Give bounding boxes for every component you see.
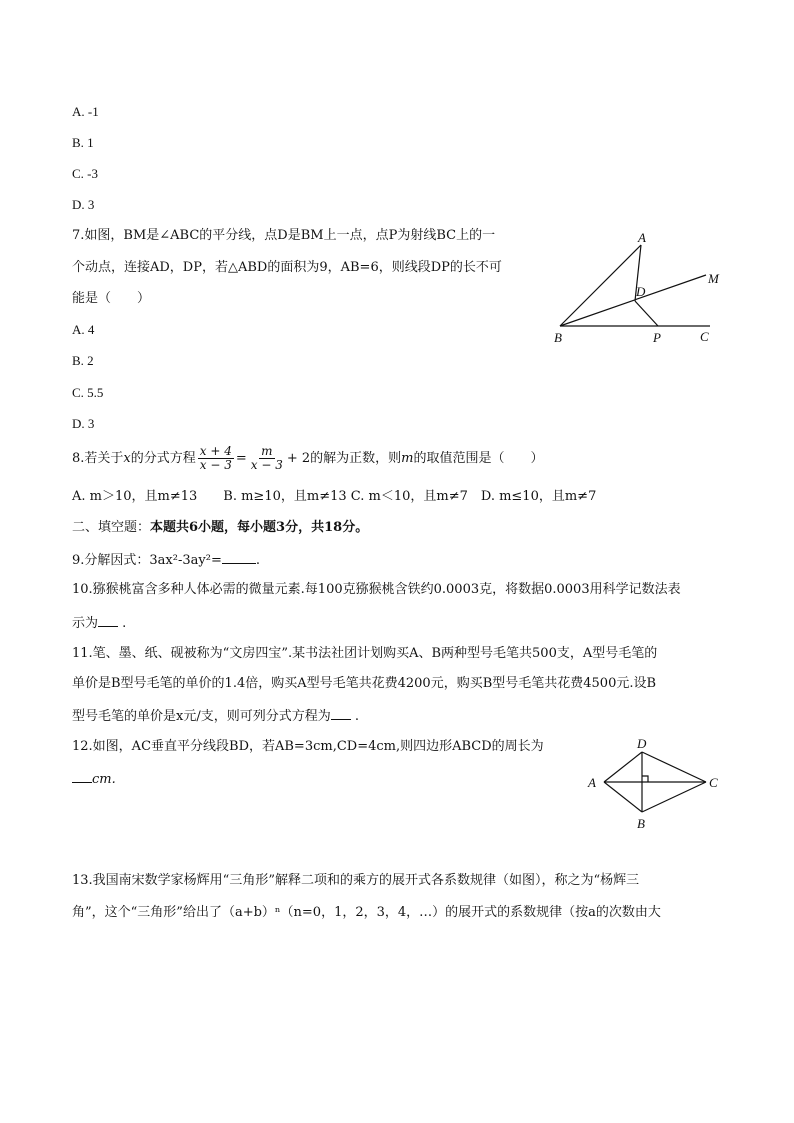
- section-2-title: 二、填空题：: [72, 520, 151, 535]
- q7-option-d: D. 3: [72, 416, 95, 431]
- q7-option-a: A. 4: [72, 322, 95, 337]
- q11-text-line2: 单价是B型号毛笔的单价的1.4倍，购买A型号毛笔共花费4200元，购买B型号毛笔共花费4500元.设B: [72, 676, 657, 691]
- q8-var-x: x: [123, 451, 131, 466]
- label-b: B: [637, 816, 645, 831]
- q6-option-c: C. -3: [72, 166, 98, 181]
- q12-answer-blank: [72, 770, 92, 783]
- q8-plus: + 2: [286, 451, 311, 466]
- q7-text-line3: 能是（ ）: [72, 291, 151, 306]
- q8-fraction-1: [198, 445, 234, 472]
- label-d: D: [637, 736, 647, 751]
- q8-question: [72, 444, 544, 474]
- label-p: P: [653, 330, 661, 345]
- segment-ba: [604, 782, 642, 812]
- q8-frac2-num: m: [261, 444, 273, 458]
- q12-text-line2: [72, 770, 116, 788]
- q8-options: A. m＞10，且m≠13 B. m≥10，且m≠13 C. m＜10，且m≠7 D. m≤10，且m≠7: [72, 489, 597, 504]
- label-d: D: [636, 284, 646, 299]
- section-2-desc: 本题共6小题，每小题3分，共18分。: [150, 520, 369, 535]
- q10-line2-a: 示为: [72, 616, 99, 631]
- q10-text-line1: 10.猕猴桃富含多种人体必需的微量元素.每100克猕猴桃含铁约0.0003克，将数据0.0003用科学记数法表: [72, 582, 681, 597]
- q7-text-line1: 7.如图，BM是∠ABC的平分线，点D是BM上一点，点P为射线BC上的一: [72, 228, 496, 243]
- label-a: A: [638, 230, 646, 245]
- q11-text-line3: [72, 707, 359, 725]
- q6-option-a: A. -1: [72, 104, 99, 119]
- q8-mid: 的分式方程: [130, 451, 196, 466]
- segment-dp: [635, 301, 658, 326]
- segment-bm: [560, 275, 706, 326]
- q12-text-line1: 12.如图，AC垂直平分线段BD，若AB=3cm,CD=4cm,则四边形ABCD的周长为: [72, 739, 544, 754]
- q11-line3-a: 型号毛笔的单价是x元/支，则可列分式方程为: [72, 709, 331, 724]
- q8-var-m: m: [401, 451, 414, 466]
- q13-text-line2: 角”，这个“三角形”给出了（a+b）ⁿ（n=0，1，2，3，4，…）的展开式的系数规律（按a的次数由大: [72, 905, 661, 920]
- q7-option-c: C. 5.5: [72, 385, 104, 400]
- q7-figure: [548, 228, 728, 350]
- right-angle-mark: [642, 776, 648, 782]
- q9-answer-blank: [222, 551, 256, 564]
- q10-line2-b: .: [122, 616, 127, 631]
- segment-ab: [560, 245, 641, 326]
- q11-line3-b: .: [354, 709, 359, 724]
- q13-text-line1: 13.我国南宋数学家杨辉用“三角形”解释二项和的乘方的展开式各系数规律（如图），称之为“杨辉三: [72, 873, 640, 888]
- q11-answer-blank: [331, 707, 351, 720]
- segment-cb: [642, 782, 706, 812]
- label-c: C: [709, 775, 718, 790]
- segment-ad: [604, 752, 642, 782]
- q6-option-b: B. 1: [72, 135, 94, 150]
- q9-question: [72, 551, 260, 569]
- q11-text-line1: 11.笔、墨、纸、砚被称为“文房四宝”.某书法社团计划购买A、B两种型号毛笔共500支，A型号毛笔的: [72, 646, 658, 661]
- label-c: C: [700, 329, 709, 344]
- q10-answer-blank: [98, 614, 118, 627]
- q8-prefix: 8.若关于: [72, 451, 124, 466]
- q7-text-line2: 个动点，连接AD，DP，若△ABD的面积为9，AB=6，则线段DP的长不可: [72, 260, 502, 275]
- q7-option-b: B. 2: [72, 353, 94, 368]
- label-b: B: [554, 330, 562, 345]
- q8-frac1-den: x − 3: [199, 458, 232, 472]
- label-m: M: [708, 271, 719, 286]
- q8-frac1-num: x + 4: [199, 444, 232, 458]
- q10-text-line2: [72, 614, 126, 632]
- q8-frac2-den: x − 3: [250, 458, 283, 472]
- q8-suffix2: 的取值范围是（ ）: [413, 451, 544, 466]
- segment-dc: [642, 752, 706, 782]
- q9-text: 9.分解因式：3ax²-3ay²=: [72, 553, 222, 568]
- q8-fraction-2: [249, 445, 285, 472]
- q8-equals: =: [235, 451, 247, 466]
- q9-end: .: [255, 553, 260, 568]
- q12-line2-unit: cm.: [92, 772, 116, 787]
- label-a: A: [588, 775, 596, 790]
- q12-figure: [584, 736, 726, 834]
- q6-option-d: D. 3: [72, 197, 95, 212]
- section-2-heading: [72, 520, 368, 536]
- q8-suffix1: 的解为正数，则: [310, 451, 402, 466]
